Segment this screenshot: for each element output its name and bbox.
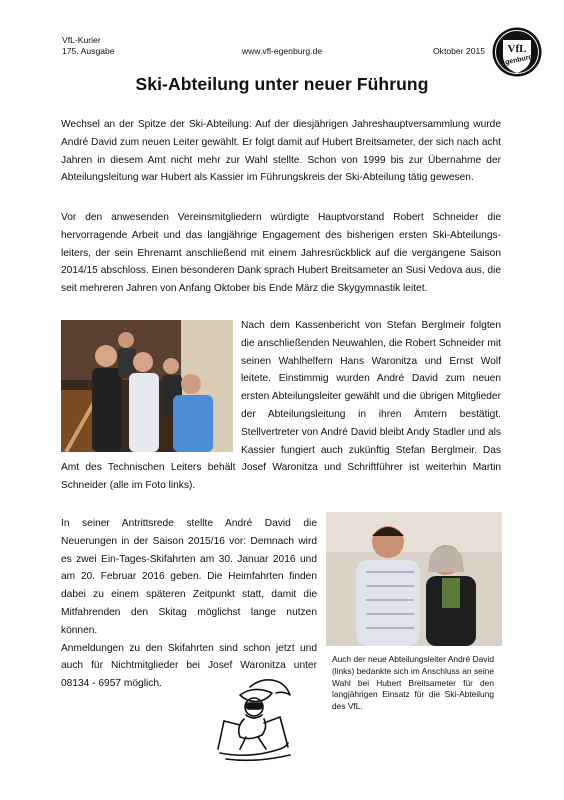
paragraph-tribute: Vor den anwesenden Vereinsmitgliedern würdigte Hauptvorstand Robert Schneider die hervorragende Arbeit und das langjährige Engagement des bisherigen ersten Ski-Abteilungs-leiters, der sein Ehrenamt anschließend mit einem Jahresrückblick auf die vergangene Saison 2014/15 abschloss. Einen besonderen Dank sprach Hubert Breitsameter an Susi Vedova aus, die seit mehreren Jahren von Anfang Oktober bis Ende März die Skygymnastik leitet. [61, 212, 501, 295]
paragraph-season-plans: In seiner Antrittsrede stellte André David die Neuerungen in der Saison 2015/16 vor: Demnach wird es zwei Ein-Tages-Skifahrten am 30. Januar 2016 und am 20. Februar 2016 geben. Die Heimfahrten finden dabei zu einem späteren Zeitpunkt statt, damit die Mitfahrenden den Skitag möglichst lange nutzen können. [61, 518, 317, 636]
article-title: Ski-Abteilung unter neuer Führung [135, 74, 429, 94]
crest-club-name: Egenburg [499, 53, 534, 68]
vfl-egenburg-crest-icon [491, 26, 543, 78]
group-photo-icon [61, 320, 233, 452]
paragraph-registration: Anmeldungen zu den Skifahrten sind schon jetzt und auch für Nichtmitglieder bei Josef Waronitza unter 08134 - 6957 möglich. [61, 642, 317, 690]
paragraph-new-season [61, 515, 317, 693]
publication-name: VfL-Kurier [62, 35, 101, 45]
website-link[interactable]: www.vfl-egenburg.de [241, 46, 323, 56]
paragraph-elections-text: Nach dem Kassenbericht von Stefan Berglmeir folgten die anschließenden Neuwahlen, die Robert Schneider mit seinen Wahlhelfern Hans Waronitza und Ernst Wolf leitete. Einstimmig wurden André David zum neuen ersten Abteilungsleiter gewählt und die übrigen Mitglieder der Abteilungsleitung in ihren Ämtern bestätigt. Stellvertreter von André David bleibt Andy Stadler und als Kassier fungiert auch zukünftig Stefan Berglmeir. Das Amt des Technischen Leiters behält Josef Waronitza und Schriftführer ist weiterhin Martin Schneider (alle im Foto links). [61, 320, 501, 492]
two-men-photo-icon [326, 512, 502, 646]
photo-caption: Auch der neue Abteilungsleiter André David (links) bedankte sich im Anschluss an seine Wahl bei Hubert Breitsameter für den langjährigen Einsatz für die Ski-Abteilung des VfL. [332, 654, 494, 712]
issue-date: Oktober 2015 [433, 46, 486, 56]
issue-number: 175. Ausgabe [62, 45, 115, 56]
crest-letters: VfL [507, 43, 527, 55]
paragraph-intro: Wechsel an der Spitze der Ski-Abteilung: Auf der diesjährigen Jahreshauptversammlung wurde André David zum neuen Leiter gewählt. Er folgt damit auf Hubert Breitsameter, der sich nach acht Jahren in diesem Amt nicht mehr zur Wahl stellte. Schon von 1999 bis zur Übernahme der Abteilungsleitung war Hubert als Kassier im Führungskreis der Ski-Abteilung tätig gewesen. [61, 119, 501, 184]
skier-cartoon-icon [210, 675, 300, 765]
